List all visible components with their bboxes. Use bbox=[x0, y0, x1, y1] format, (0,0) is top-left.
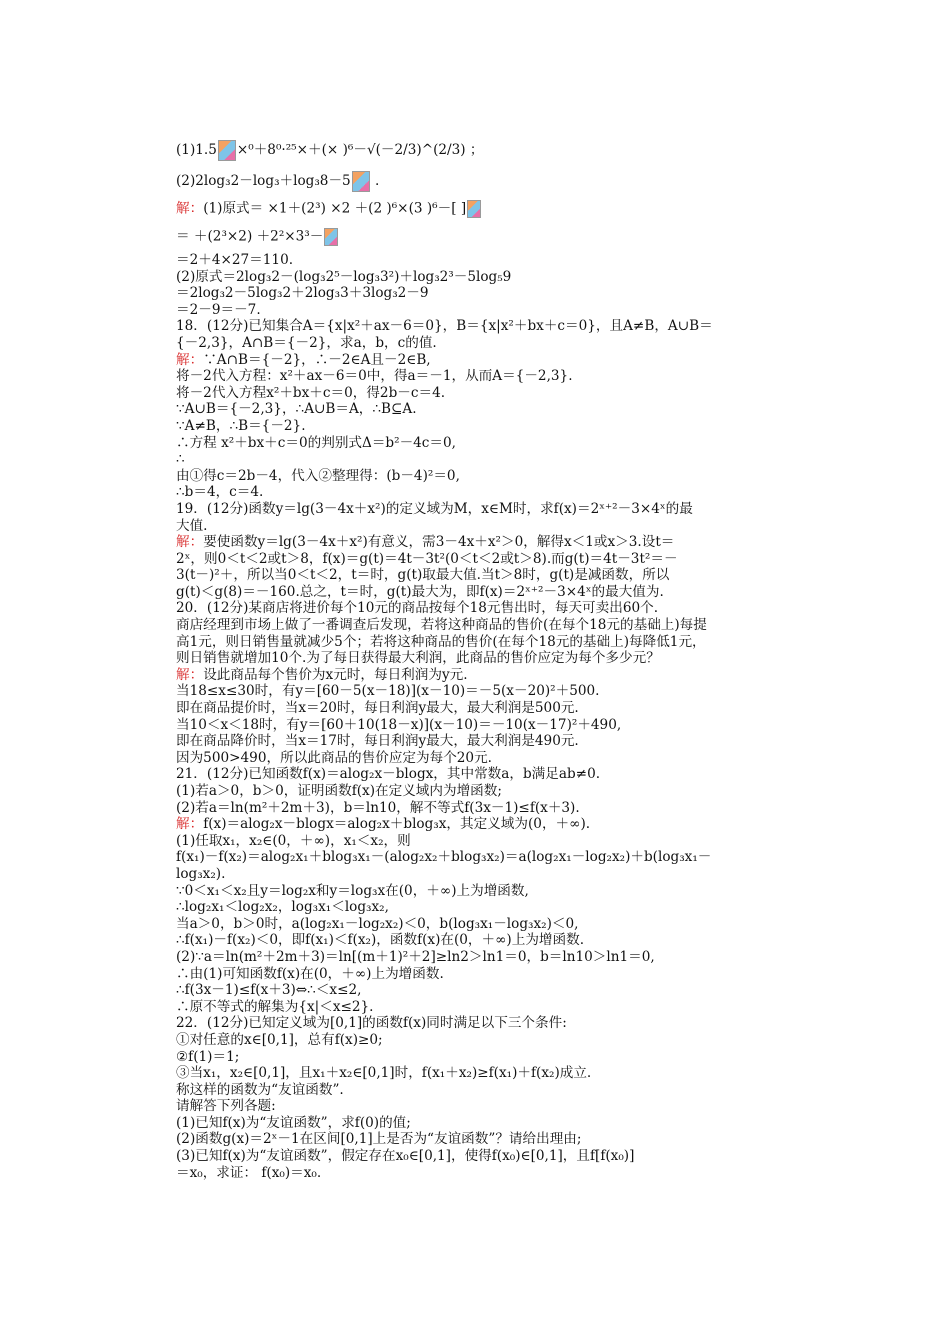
line-41: f(x₁)－f(x₂)＝alog₂x₁＋blog₃x₁－(alog₂x₂＋blog₃x₂)＝a(log₂x₁－log₂x₂)＋b(log₃x₁－ bbox=[176, 849, 712, 866]
line-44: ∴log₂x₁＜log₂x₂，log₃x₁＜log₃x₂, bbox=[176, 899, 389, 916]
line-20: 19．(12分)函数y＝lg(3－4x＋x²)的定义域为M，x∈M时，求f(x)＝2ˣ⁺²－3×4ˣ的最 bbox=[176, 500, 693, 517]
solution-label: 解： bbox=[176, 816, 204, 833]
line-3 bbox=[176, 200, 816, 218]
line-29: 则日销售就增加10个.为了每日获得最大利润，此商品的售价应定为每个多少元？ bbox=[176, 650, 660, 667]
line-33: 当10＜x＜18时，有y＝[60＋10(18－x)](x－10)＝－10(x－17)²＋490, bbox=[176, 716, 622, 733]
line-15: ∵A≠B，∴B＝{－2}. bbox=[176, 417, 306, 434]
document-body bbox=[176, 128, 816, 1181]
text: (1)原式＝ ×1＋(2³) ×2 ＋(2 )⁶×(3 )⁶－[ ] bbox=[203, 200, 467, 217]
line-4 bbox=[176, 228, 816, 246]
line-60: ＝x₀，求证： f(x₀)＝x₀. bbox=[176, 1164, 322, 1181]
line-52: ①对任意的x∈[0,1]，总有f(x)≥0; bbox=[176, 1031, 383, 1048]
line-56: 请解答下列各题: bbox=[176, 1098, 276, 1115]
text: f(x)＝alog₂x－blogx＝alog₂x＋blog₃x，其定义域为(0，＋∞). bbox=[203, 816, 591, 833]
line-53: ②f(1)＝1; bbox=[176, 1048, 240, 1065]
line-9: 18．(12分)已知集合A＝{x|x²＋ax－6＝0}，B＝{x|x²＋bx＋c＝0}，且A≠B，A∪B＝ bbox=[176, 318, 713, 335]
solution-label: 解： bbox=[176, 534, 204, 551]
line-42: log₃x₂). bbox=[176, 865, 226, 882]
line-55: 称这样的函数为“友谊函数”. bbox=[176, 1081, 344, 1098]
line-19: ∴b＝4，c＝4. bbox=[176, 484, 264, 501]
formula-image-icon bbox=[218, 140, 236, 161]
text: ×⁰＋8⁰·²⁵×＋(× )⁶－√(－2/3)^(2/3) ； bbox=[236, 142, 484, 158]
formula-image-icon bbox=[324, 228, 338, 246]
line-35: 因为500>490，所以此商品的售价应定为每个20元. bbox=[176, 749, 492, 766]
text: 设此商品每个售价为x元时，每日利润为y元. bbox=[203, 666, 468, 683]
text: . bbox=[370, 173, 380, 189]
line-16: ∴方程 x²＋bx＋c＝0的判别式Δ＝b²－4c＝0, bbox=[176, 434, 456, 451]
line-59: (3)已知f(x)为“友谊函数”，假定存在x₀∈[0,1]，使得f(x₀)∈[0,1]，且f[f(x₀)] bbox=[176, 1148, 635, 1165]
line-24: 3(t－)²＋，所以当0＜t＜2，t＝时，g(t)取最大值.当t＞8时，g(t)是减函数，所以 bbox=[176, 567, 670, 584]
text: ∵A∩B＝{－2}，∴－2∈A且－2∈B, bbox=[203, 351, 431, 368]
text: 要使函数y＝lg(3－4x＋x²)有意义，需3－4x＋x²＞0，解得x＜1或x＞3.设t＝ bbox=[203, 534, 675, 551]
line-22 bbox=[176, 534, 816, 551]
line-21: 大值. bbox=[176, 517, 208, 534]
line-58: (2)函数g(x)＝2ˣ－1在区间[0,1]上是否为“友谊函数”？请给出理由; bbox=[176, 1131, 582, 1148]
line-13: 将－2代入方程x²＋bx＋c＝0，得2b－c＝4. bbox=[176, 384, 446, 401]
line-43: ∵0＜x₁＜x₂且y＝log₂x和y＝log₃x在(0，＋∞)上为增函数, bbox=[176, 882, 529, 899]
solution-label: 解： bbox=[176, 200, 204, 217]
line-30 bbox=[176, 667, 816, 684]
line-26: 20．(12分)某商店将进价每个10元的商品按每个18元售出时，每天可卖出60个. bbox=[176, 600, 659, 617]
line-10: {－2,3}，A∩B＝{－2}，求a，b，c的值. bbox=[176, 334, 437, 351]
line-6: (2)原式＝2log₃2－(log₃2⁵－log₃3²)＋log₃2³－5log₅9 bbox=[176, 268, 512, 285]
line-34: 即在商品降价时，当x＝17时，每日利润y最大，最大利润是490元. bbox=[176, 733, 579, 750]
line-31: 当18≤x≤30时，有y＝[60－5(x－18)](x－10)＝－5(x－20)²＋500. bbox=[176, 683, 600, 700]
line-49: ∴f(3x－1)≤f(x＋3)⇔∴＜x≤2, bbox=[176, 982, 362, 999]
line-11 bbox=[176, 352, 816, 369]
line-2 bbox=[176, 171, 816, 192]
line-32: 即在商品提价时，当x＝20时，每日利润y最大，最大利润是500元. bbox=[176, 700, 579, 717]
text: (1)1.5 bbox=[176, 142, 217, 158]
line-51: 22．(12分)已知定义域为[0,1]的函数f(x)同时满足以下三个条件: bbox=[176, 1015, 567, 1032]
line-5: ＝2＋4×27＝110. bbox=[176, 252, 294, 268]
formula-image-icon bbox=[352, 171, 370, 192]
line-45: 当a＞0，b＞0时，a(log₂x₁－log₂x₂)＜0，b(log₃x₁－log₃x₂)＜0, bbox=[176, 915, 579, 932]
line-54: ③当x₁，x₂∈[0,1]，且x₁＋x₂∈[0,1]时，f(x₁＋x₂)≥f(x₁)＋f(x₂)成立. bbox=[176, 1065, 592, 1082]
line-28: 高1元，则日销售量就减少5个；若将这种商品的售价(在每个18元的基础上)每降低1元， bbox=[176, 633, 706, 650]
line-39 bbox=[176, 816, 816, 833]
line-1 bbox=[176, 140, 816, 161]
line-36: 21．(12分)已知函数f(x)＝alog₂x－blogx，其中常数a，b满足ab≠0. bbox=[176, 766, 601, 783]
line-50: ∴原不等式的解集为{x|＜x≤2}. bbox=[176, 998, 374, 1015]
line-8: ＝2－9＝－7. bbox=[176, 301, 261, 318]
line-38: (2)若a＝ln(m²＋2m＋3)，b＝ln10，解不等式f(3x－1)≤f(x＋3). bbox=[176, 799, 580, 816]
line-18: 由①得c＝2b－4，代入②整理得：(b－4)²＝0, bbox=[176, 467, 460, 484]
line-40: (1)任取x₁，x₂∈(0，＋∞)，x₁＜x₂，则 bbox=[176, 832, 411, 849]
solution-label: 解： bbox=[176, 351, 204, 368]
line-27: 商店经理到市场上做了一番调查后发现，若将这种商品的售价(在每个18元的基础上)每提 bbox=[176, 617, 707, 634]
line-25: g(t)＜g(8)＝－160.总之，t＝时，g(t)最大为，即f(x)＝2ˣ⁺²－3×4ˣ的最大值为. bbox=[176, 583, 664, 600]
line-7: ＝2log₃2－5log₃2＋2log₃3＋3log₃2－9 bbox=[176, 285, 429, 302]
line-23: 2ˣ，则0＜t＜2或t＞8，f(x)＝g(t)＝4t－3t²(0＜t＜2或t＞8).而g(t)＝4t－3t²＝－ bbox=[176, 550, 678, 567]
text: ＝ ＋(2³×2) ＋2²×3³－ bbox=[176, 228, 324, 245]
line-48: ∴由(1)可知函数f(x)在(0，＋∞)上为增函数. bbox=[176, 965, 444, 982]
line-47: (2)∵a＝ln(m²＋2m＋3)＝ln[(m＋1)²＋2]≥ln2＞ln1＝0，b＝ln10＞ln1＝0, bbox=[176, 948, 655, 965]
line-17: ∴ bbox=[176, 451, 185, 468]
text: (2)2log₃2－log₃＋log₃8－5 bbox=[176, 173, 351, 189]
line-12: 将－2代入方程：x²＋ax－6＝0中，得a＝－1，从而A＝{－2,3}. bbox=[176, 368, 573, 385]
line-46: ∴f(x₁)－f(x₂)＜0，即f(x₁)＜f(x₂)，函数f(x)在(0，＋∞)上为增函数. bbox=[176, 932, 585, 949]
formula-image-icon bbox=[467, 200, 481, 218]
solution-label: 解： bbox=[176, 666, 204, 683]
line-57: (1)已知f(x)为“友谊函数”，求f(0)的值; bbox=[176, 1114, 411, 1131]
line-37: (1)若a＞0，b＞0，证明函数f(x)在定义域内为增函数; bbox=[176, 783, 502, 799]
line-14: ∵A∪B＝{－2,3}，∴A∪B＝A，∴B⊆A. bbox=[176, 401, 417, 418]
